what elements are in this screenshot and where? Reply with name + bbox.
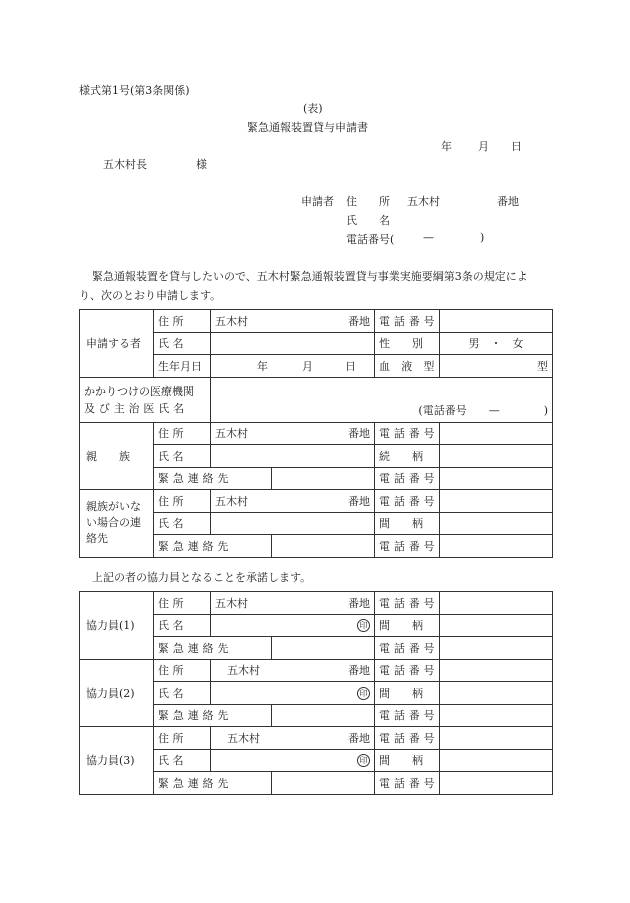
coop2-village: 五木村	[227, 664, 260, 678]
page-title: 緊急通報装置貸与申請書	[247, 121, 368, 134]
coop2-emergency-label: 緊急連絡先	[154, 704, 272, 727]
blood-field[interactable]	[440, 355, 553, 378]
date-day: 日	[511, 140, 522, 153]
address-village: 五木村	[215, 314, 248, 328]
consent-statement: 上記の者の協力員となることを承諾します。	[92, 571, 312, 584]
relative-phone-field[interactable]	[440, 422, 553, 445]
doctor-label-line-1: かかりつけの医療機関	[84, 384, 194, 398]
coop3-emergency-label: 緊急連絡先	[154, 772, 272, 795]
no-relatives-line-3: 絡先	[86, 532, 108, 546]
coop2-emergency-phone-field[interactable]	[440, 704, 553, 727]
group-no-relatives	[80, 490, 154, 558]
contact-relation-field[interactable]	[440, 512, 553, 535]
phone-label: 電話番号	[375, 310, 440, 333]
coop2-emergency-phone-label: 電話番号	[375, 704, 440, 727]
coop2-banchi: 番地	[348, 664, 370, 678]
birth-month: 月	[302, 359, 313, 373]
group-cooperator-2: 協力員(2)	[80, 659, 154, 727]
group-cooperator-1: 協力員(1)	[80, 592, 154, 660]
coop3-address-label: 住 所	[154, 727, 211, 750]
date-year: 年	[441, 140, 452, 153]
applicant-label: 申請者	[301, 195, 334, 208]
contact-emergency-phone-label: 電話番号	[375, 535, 440, 558]
doctor-label-line-2: 及び主治医氏名	[84, 401, 188, 415]
applicant-phone-dash: —	[423, 231, 434, 244]
address-banchi: 番地	[348, 314, 370, 328]
coop3-address-field[interactable]	[211, 727, 375, 750]
coop2-name-label: 氏 名	[154, 682, 211, 705]
coop2-relation-field[interactable]	[440, 682, 553, 705]
relative-name-label: 氏 名	[154, 445, 211, 468]
applicant-address-label: 住 所	[346, 195, 390, 208]
coop1-relation-label: 間 柄	[375, 614, 440, 637]
honorific: 様	[196, 158, 207, 171]
contact-emergency-label: 緊急連絡先	[154, 535, 272, 558]
relative-address-label: 住 所	[154, 422, 211, 445]
contact-banchi: 番地	[348, 494, 370, 508]
contact-name-label: 氏 名	[154, 512, 211, 535]
relative-emergency-label: 緊急連絡先	[154, 467, 272, 490]
applicant-address-banchi: 番地	[497, 195, 519, 208]
birth-year: 年	[257, 359, 268, 373]
address-label: 住 所	[154, 310, 211, 333]
doctor-phone: (電話番号 — )	[418, 403, 548, 417]
coop3-banchi: 番地	[348, 731, 370, 745]
coop1-relation-field[interactable]	[440, 614, 553, 637]
blood-unit: 型	[537, 359, 548, 373]
contact-address-label: 住 所	[154, 490, 211, 513]
relative-relation-field[interactable]	[440, 445, 553, 468]
group-applicant: 申請する者	[80, 310, 154, 378]
contact-name-field[interactable]	[211, 512, 375, 535]
no-relatives-line-1: 親族がいな	[86, 500, 141, 514]
relative-address-field[interactable]	[211, 422, 375, 445]
coop1-phone-field[interactable]	[440, 592, 553, 615]
blood-label: 血 液 型	[375, 355, 440, 378]
coop1-name-field[interactable]	[211, 614, 375, 637]
address-field[interactable]	[211, 310, 375, 333]
applicant-phone-close: )	[480, 231, 485, 244]
relative-emergency-phone-field[interactable]	[440, 467, 553, 490]
doctor-field[interactable]	[211, 377, 553, 422]
group-relatives: 親 族	[80, 422, 154, 490]
no-relatives-line-2: い場合の連	[86, 516, 141, 530]
form-side-label: (表)	[303, 102, 323, 115]
birth-day: 日	[345, 359, 356, 373]
coop2-emergency-field[interactable]	[272, 704, 375, 727]
coop2-phone-label: 電話番号	[375, 659, 440, 682]
coop2-relation-label: 間 柄	[375, 682, 440, 705]
relative-village: 五木村	[215, 427, 248, 441]
coop1-address-label: 住 所	[154, 592, 211, 615]
birthdate-field[interactable]	[211, 355, 375, 378]
relative-emergency-field[interactable]	[272, 467, 375, 490]
relative-relation-label: 続 柄	[375, 445, 440, 468]
application-table	[79, 309, 553, 558]
relative-name-field[interactable]	[211, 445, 375, 468]
coop3-emergency-phone-field[interactable]	[440, 772, 553, 795]
coop3-emergency-phone-label: 電話番号	[375, 772, 440, 795]
applicant-name-label: 氏 名	[346, 214, 390, 227]
coop1-village: 五木村	[215, 596, 248, 610]
coop3-phone-label: 電話番号	[375, 727, 440, 750]
coop2-seal-icon: 印	[357, 687, 370, 700]
intro-line-2: り、次のとおり申請します。	[79, 289, 222, 302]
name-label: 氏 名	[154, 332, 211, 355]
coop3-relation-field[interactable]	[440, 749, 553, 772]
cooperator-table	[79, 591, 553, 795]
coop3-seal-icon: 印	[357, 754, 370, 767]
coop3-emergency-field[interactable]	[272, 772, 375, 795]
coop1-emergency-label: 緊急連絡先	[154, 637, 272, 660]
gender-label: 性 別	[375, 332, 440, 355]
coop2-phone-field[interactable]	[440, 659, 553, 682]
coop3-name-label: 氏 名	[154, 749, 211, 772]
coop1-address-field[interactable]	[211, 592, 375, 615]
coop2-name-field[interactable]	[211, 682, 375, 705]
addressee: 五木村長	[103, 158, 147, 171]
name-field[interactable]	[211, 332, 375, 355]
group-cooperator-3: 協力員(3)	[80, 727, 154, 795]
coop3-relation-label: 間 柄	[375, 749, 440, 772]
contact-address-field[interactable]	[211, 490, 375, 513]
contact-village: 五木村	[215, 494, 248, 508]
form-number: 様式第1号(第3条関係)	[79, 84, 190, 97]
coop1-emergency-field[interactable]	[272, 637, 375, 660]
gender-field[interactable]: 男 ・ 女	[440, 332, 553, 355]
relative-emergency-phone-label: 電話番号	[375, 467, 440, 490]
coop1-emergency-phone-field[interactable]	[440, 637, 553, 660]
coop1-emergency-phone-label: 電話番号	[375, 637, 440, 660]
relative-banchi: 番地	[348, 427, 370, 441]
coop2-address-field[interactable]	[211, 659, 375, 682]
coop3-phone-field[interactable]	[440, 727, 553, 750]
date-month: 月	[478, 140, 489, 153]
coop1-name-label: 氏 名	[154, 614, 211, 637]
contact-relation-label: 間 柄	[375, 512, 440, 535]
coop1-seal-icon: 印	[357, 619, 370, 632]
birthdate-label: 生年月日	[154, 355, 211, 378]
relative-phone-label: 電話番号	[375, 422, 440, 445]
intro-line-1: 緊急通報装置を貸与したいので、五木村緊急通報装置貸与事業実施要綱第3条の規定によ	[92, 270, 528, 283]
applicant-address-village: 五木村	[407, 195, 440, 208]
applicant-phone-label: 電話番号(	[346, 233, 395, 246]
phone-field[interactable]	[440, 310, 553, 333]
coop1-phone-label: 電話番号	[375, 592, 440, 615]
coop1-banchi: 番地	[348, 596, 370, 610]
contact-phone-field[interactable]	[440, 490, 553, 513]
coop3-village: 五木村	[227, 731, 260, 745]
doctor-label	[80, 377, 211, 422]
contact-emergency-field[interactable]	[272, 535, 375, 558]
contact-emergency-phone-field[interactable]	[440, 535, 553, 558]
contact-phone-label: 電話番号	[375, 490, 440, 513]
coop2-address-label: 住 所	[154, 659, 211, 682]
coop3-name-field[interactable]	[211, 749, 375, 772]
